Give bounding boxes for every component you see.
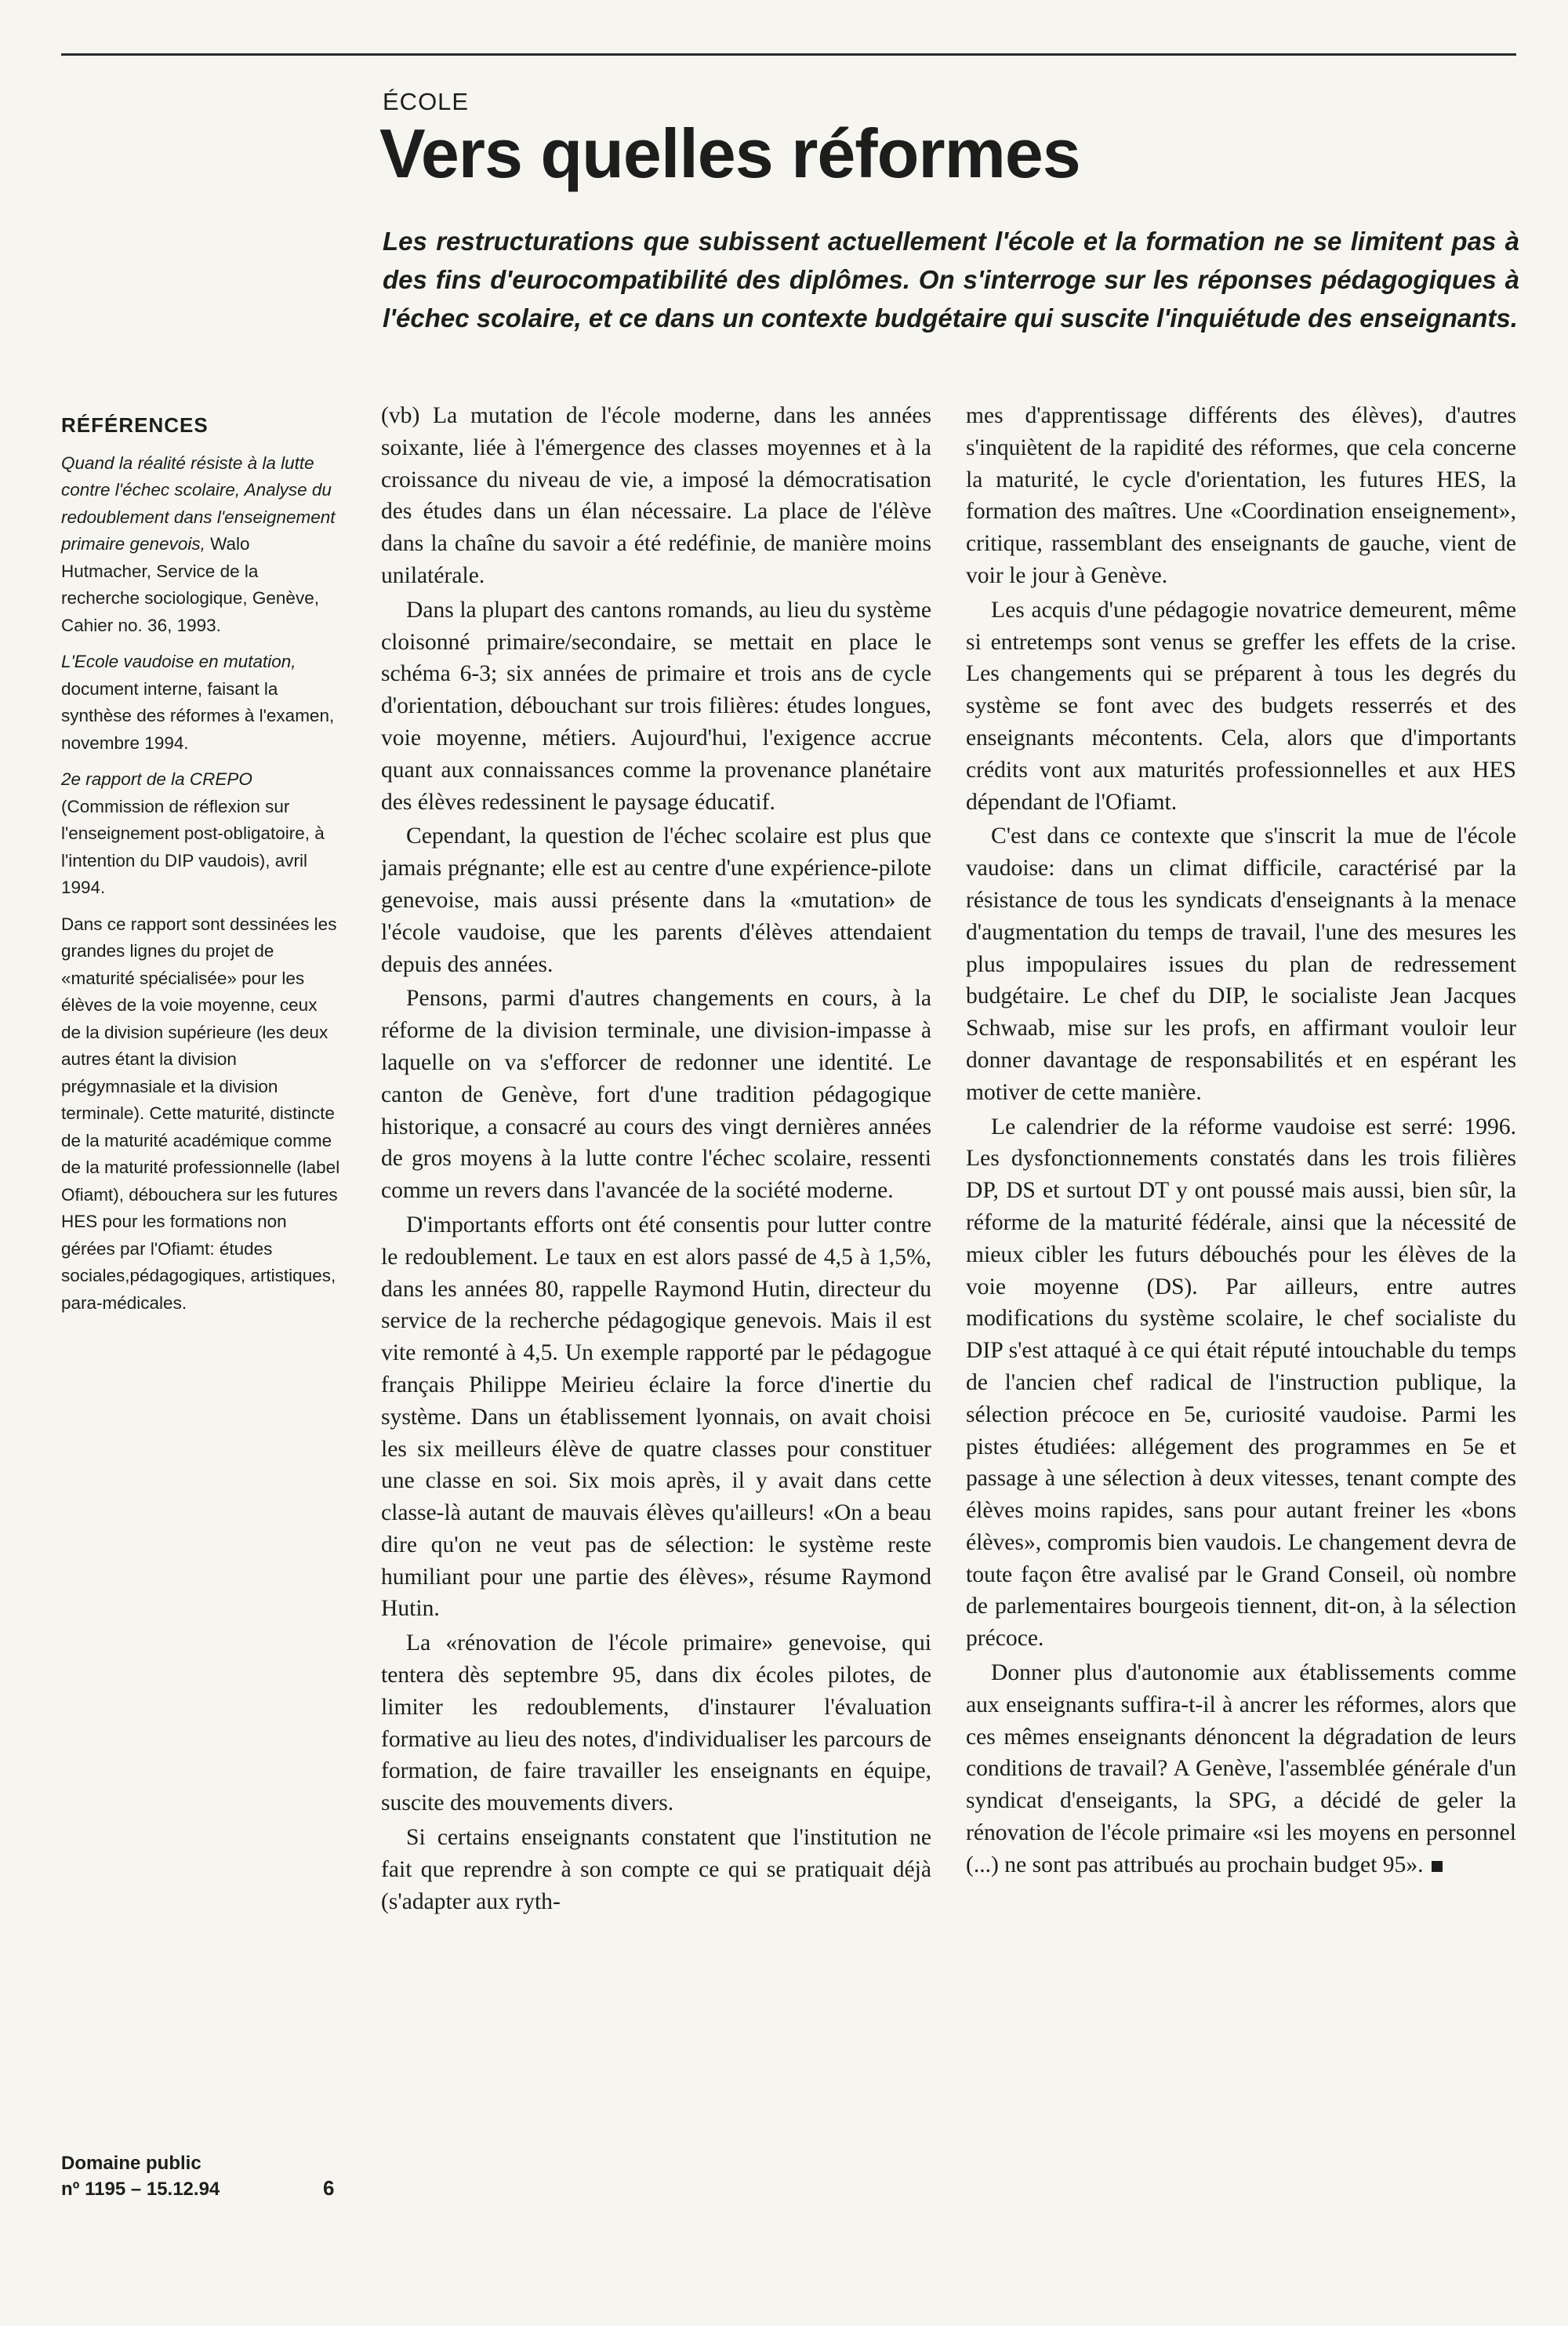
reference-title: 2e rapport de la CREPO bbox=[61, 769, 252, 789]
paragraph: Si certains enseignants constatent que l'institution ne fait que reprendre à son compte ce qui se pratiquait déjà (s'adapter aux ryth- bbox=[381, 1825, 931, 1914]
article-lede: Les restructurations que subissent actuellement l'école et la formation ne se limitent pas à des fins d'eurocompatibilité des diplômes. On s'interroge sur les réponses pédagogiques à l'échec scolaire, et ce dans un contexte budgétaire qui suscite l'inquiétude des enseignants. bbox=[383, 227, 1519, 333]
page-number: 6 bbox=[323, 2176, 335, 2200]
publication-name: Domaine public bbox=[61, 2153, 201, 2174]
paragraph: Les acquis d'une pédagogie novatrice demeurent, même si entretemps sont venus se greffer les effets de la crise. Les changements qui se préparent à tous les degrés du système se font avec des budgets resserrés et des enseignants mécontents. Cela, alors que d'importants crédits vont aux maturités professionnelles et aux HES dépendant de l'Ofiamt. bbox=[966, 597, 1516, 815]
reference-title: L'Ecole vaudoise en mutation, bbox=[61, 652, 296, 671]
paragraph: La «rénovation de l'école primaire» genevoise, qui tentera dès septembre 95, dans dix écoles pilotes, de limiter les redoublements, d'instaurer l'évaluation formative au lieu des notes, d'individualiser les parcours de formation, de faire travailler les enseignants en équipe, suscite des mouvements divers. bbox=[381, 1630, 931, 1816]
article-column-1 bbox=[381, 400, 931, 1917]
paragraph: Dans la plupart des cantons romands, au lieu du système cloisonné primaire/secondaire, se mettait en place le schéma 6-3; six années de primaire et trois ans de cycle d'orientation, débouchant sur trois filières: études longues, voie moyenne, métiers. Aujourd'hui, l'exigence accrue quant aux connaissances comme la provenance planétaire des élèves redessinent le paysage éducatif. bbox=[381, 597, 931, 815]
reference-details: Walo Hutmacher, Service de la recherche sociologique, Genève, Cahier no. 36, 1993. bbox=[61, 534, 319, 635]
paragraph: mes d'apprentissage différents des élèves), d'autres s'inquiètent de la rapidité des réformes, que cela concerne la maturité, le cycle d'orientation, les futures HES, la formation des maîtres. Une «Coordination enseignement», critique, rassemblant des enseignants de gauche, vient de voir le jour à Genève. bbox=[966, 403, 1516, 588]
paragraph: Pensons, parmi d'autres changements en cours, à la réforme de la division terminale, une division-impasse à laquelle on va s'efforcer de redonner une identité. Le canton de Genève, fort d'une tradition pédagogique historique, a consacré au cours des vingt dernières années de gros moyens à la lutte contre l'échec scolaire, ressenti comme un revers dans l'avancée de la société moderne. bbox=[381, 986, 931, 1204]
reference-details: (Commission de réflexion sur l'enseignement post-obligatoire, à l'intention du DIP vaudois), avril 1994. bbox=[61, 796, 325, 897]
end-of-article-mark bbox=[1432, 1861, 1443, 1872]
paragraph: (vb) La mutation de l'école moderne, dans les années soixante, liée à l'émergence des classes moyennes et à la croissance du niveau de vie, a imposé la démocratisation des études dans un élan nécessaire. La place de l'élève dans la chaîne du savoir a été redéfinie, de manière moins unilatérale. bbox=[381, 403, 931, 588]
references-heading: RÉFÉRENCES bbox=[61, 413, 209, 437]
section-kicker: ÉCOLE bbox=[383, 88, 470, 115]
top-rule bbox=[61, 53, 1516, 56]
reference-item bbox=[61, 766, 340, 902]
paragraph: C'est dans ce contexte que s'inscrit la mue de l'école vaudoise: dans un climat difficile, caractérisé par la résistance de tous les syndicats d'enseignants à la menace d'augmentation du temps de travail, l'une des mesures les plus impopulaires issues du plan de redressement budgétaire. Le chef du DIP, le socialiste Jean Jacques Schwaab, mise sur les profs, en affirmant vouloir leur donner davantage de responsabilités et en espérant les motiver de cette manière. bbox=[966, 823, 1516, 1105]
article-title: Vers quelles réformes bbox=[379, 114, 1080, 192]
paragraph: Le calendrier de la réforme vaudoise est serré: 1996. Les dysfonctionnements constatés dans les trois filières DP, DS et surtout DT y ont poussé mais aussi, bien sûr, la réforme de la maturité fédérale, ainsi que la nécessité de mieux cibler les futurs débouchés pour les élèves de la voie moyenne (DS). Par ailleurs, entre autres modifications du système scolaire, le chef socialiste du DIP s'est attaqué à ce qui était réputé intouchable du temps de l'ancien chef radical de l'instruction publique, la sélection précoce en 5e, curiosité vaudoise. Parmi les pistes étudiées: allégement des programmes en 5e et passage à une sélection à deux vitesses, tenant compte des élèves moins rapides, sans pour autant freiner les «bons élèves», compromis bien vaudois. Le changement devra de toute façon être avalisé par le Grand Conseil, où nombre de parlementaires bourgeois tiennent, dit-on, à la sélection précoce. bbox=[966, 1114, 1516, 1652]
paragraph: D'importants efforts ont été consentis pour lutter contre le redoublement. Le taux en est alors passé de 4,5 à 1,5%, dans les années 80, rappelle Raymond Hutin, directeur du service de la recherche pédagogique genevois. Mais il est vite remonté à 4,5. Un exemple rapporté par le pédagogue français Philippe Meirieu éclaire la force d'inertie du système. Dans un établissement lyonnais, on avait choisi les six meilleurs élève de quatre classes pour constituer une classe en soi. Six mois après, il y avait dans cette classe-là autant de mauvais élèves qu'ailleurs! «On a beau dire qu'on ne veut pas de sélection: le système reste humiliant pour une partie des élèves», résume Raymond Hutin. bbox=[381, 1212, 931, 1622]
final-paragraph bbox=[966, 1657, 1516, 1881]
publication-footer bbox=[61, 2150, 220, 2202]
paragraph-text: Donner plus d'autonomie aux établissements comme aux enseignants suffira-t-il à ancrer les réformes, alors que ces mêmes enseignants dénoncent la dégradation de leurs conditions de travail? A Genève, l'assemblée générale d'un syndicat d'enseigants, la SPG, a décidé de geler la rénovation de l'école primaire «si les moyens en personnel (...) ne sont pas attribués au prochain budget 95». bbox=[966, 1660, 1516, 1877]
references-sidebar bbox=[61, 412, 340, 1326]
reference-item bbox=[61, 450, 340, 640]
article-column-2 bbox=[966, 400, 1516, 1881]
reference-note: Dans ce rapport sont dessinées les grandes lignes du projet de «maturité spécialisée» pour les élèves de la voie moyenne, ceux de la division supérieure (les deux autres étant la division prégymnasiale et la division terminale). Cette maturité, distincte de la maturité académique comme de la maturité professionnelle (label Ofiamt), débouchera sur les futures HES pour les formations non gérées par l'Ofiamt: études sociales,pédagogiques, artistiques, para-médicales. bbox=[61, 914, 340, 1313]
reference-details: document interne, faisant la synthèse des réformes à l'examen, novembre 1994. bbox=[61, 678, 335, 753]
reference-item bbox=[61, 649, 340, 757]
issue-info: nº 1195 – 15.12.94 bbox=[61, 2179, 220, 2200]
reference-title: Quand la réalité résiste à la lutte contre l'échec scolaire, Analyse du redoublement dans l'enseignement primaire genevois, bbox=[61, 452, 336, 554]
paragraph: Cependant, la question de l'échec scolaire est plus que jamais prégnante; elle est au centre d'une expérience-pilote genevoise, mais aussi présente dans la «mutation» de l'école vaudoise, que les parents d'élèves attendaient depuis des années. bbox=[381, 823, 931, 977]
